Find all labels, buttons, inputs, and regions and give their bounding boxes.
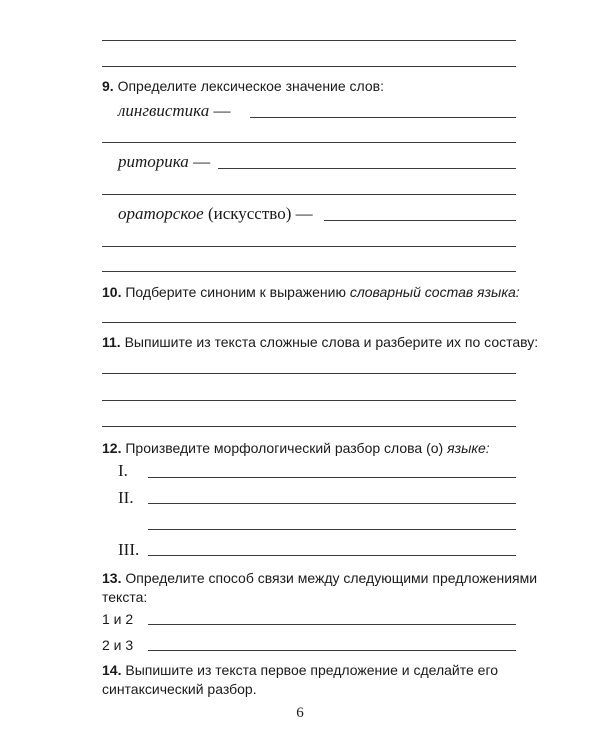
term-word: риторика [118,152,189,171]
question-number: 13. [102,570,122,586]
term-rest: (искусство) — [203,204,313,223]
question-number: 9. [102,78,114,94]
question-number: 12. [102,440,122,456]
question-9 [102,77,384,95]
question-12 [102,439,490,457]
answer-line [102,246,516,247]
question-14-line-1 [102,661,498,679]
question-text: Выпишите из текста сложные слова и разберите их по составу: [124,334,539,350]
answer-line [324,220,516,221]
term-dash: — [209,101,231,120]
question-text: Определите способ связи между следующими предложениями [125,570,538,586]
answer-line [148,624,516,625]
answer-line [148,555,516,556]
answer-line [102,194,516,195]
question-14-line-2: синтаксический разбор. [102,681,257,697]
answer-line [148,529,516,530]
answer-line [102,66,516,67]
question-number: 10. [102,284,122,300]
answer-line [102,373,516,374]
answer-line [148,650,516,651]
question-number: 11. [102,334,121,350]
answer-line [102,322,516,323]
question-11 [102,333,538,351]
answer-line [148,477,516,478]
part-label-3: III. [118,540,140,559]
answer-line [250,117,516,118]
answer-line [102,142,516,143]
question-text: Определите лексическое значение слов: [117,78,384,94]
term-rhetoric [118,152,210,172]
question-emphasis: языке: [447,440,490,456]
page-number: 6 [296,705,304,721]
pair-label-1: 1 и 2 [102,611,134,627]
part-label-1: I. [118,461,128,480]
pair-label-2: 2 и 3 [102,637,134,653]
answer-line [102,400,516,401]
question-13-line-1 [102,569,537,587]
answer-line [148,503,516,504]
question-emphasis: словарный состав языка: [349,284,520,300]
term-word: ораторское [118,204,204,223]
question-text: Выпишите из текста первое предложение и сделайте его [125,662,499,678]
answer-line [102,40,516,41]
question-text: Произведите морфологический разбор слова (о) [125,440,448,456]
term-linguistics [118,101,230,121]
answer-line [102,271,516,272]
question-13-line-2: текста: [102,589,148,605]
term-dash: — [188,152,211,171]
question-text: Подберите синоним к выражению [125,284,350,300]
question-number: 14. [102,662,122,678]
term-oratory [118,204,313,224]
answer-line [102,426,516,427]
answer-line [218,168,516,169]
part-label-2: II. [118,488,134,507]
term-word: лингвистика [118,101,210,120]
question-10 [102,283,520,301]
